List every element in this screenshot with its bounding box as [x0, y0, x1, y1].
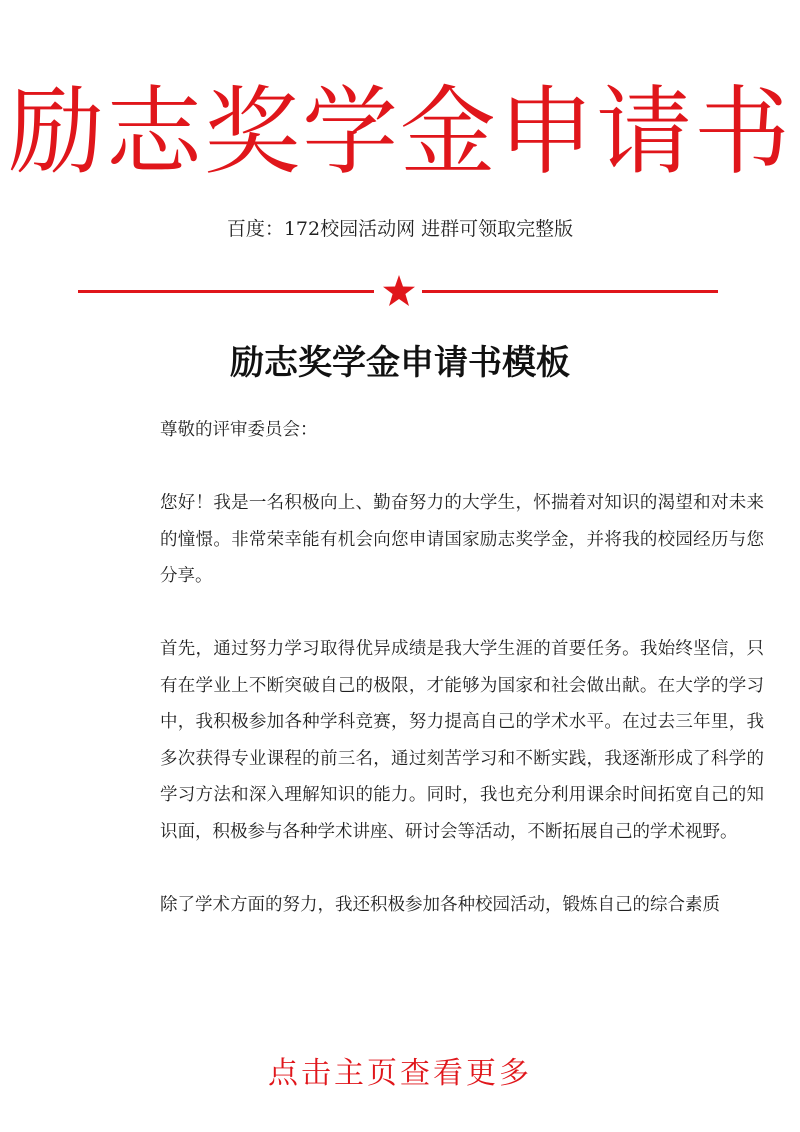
divider-line-right — [422, 290, 718, 293]
document-title: 励志奖学金申请书模板 — [230, 343, 570, 383]
greeting: 尊敬的评审委员会： — [160, 420, 318, 440]
paragraph: 首先，通过努力学习取得优异成绩是我大学生涯的首要任务。我始终坚信，只有在学业上不断突破自己的极限，才能够为国家和社会做出献。在大学的学习中，我积极参加各种学科竞赛，努力提高自己的学术水平。在过去三年里，我多次获得专业课程的前三名，通过刻苦学习和不断实践，我逐渐形成了科学的学习方法和深入理解知识的能力。同时，我也充分利用课余时间拓宽自己的知识面，积极参与各种学术讲座、研讨会等活动，不断拓展自己的学术视野。 — [160, 639, 764, 842]
paragraph: 您好！我是一名积极向上、勤奋努力的大学生，怀揣着对知识的渴望和对未来的憧憬。非常荣幸能有机会向您申请国家励志奖学金，并将我的校园经历与您分享。 — [160, 493, 764, 586]
star-icon — [382, 274, 416, 308]
divider-line-left — [78, 290, 374, 293]
source-subtitle: 百度：172校园活动网 进群可领取完整版 — [226, 218, 574, 240]
document-body — [160, 412, 764, 1016]
banner-title: 励志奖学金申请书 — [8, 76, 792, 188]
divider — [78, 274, 718, 308]
view-more-link[interactable]: 点击主页查看更多 — [268, 1056, 532, 1091]
paragraph-truncated: 除了学术方面的努力，我还积极参加各种校园活动，锻炼自己的综合素质 — [160, 894, 720, 915]
